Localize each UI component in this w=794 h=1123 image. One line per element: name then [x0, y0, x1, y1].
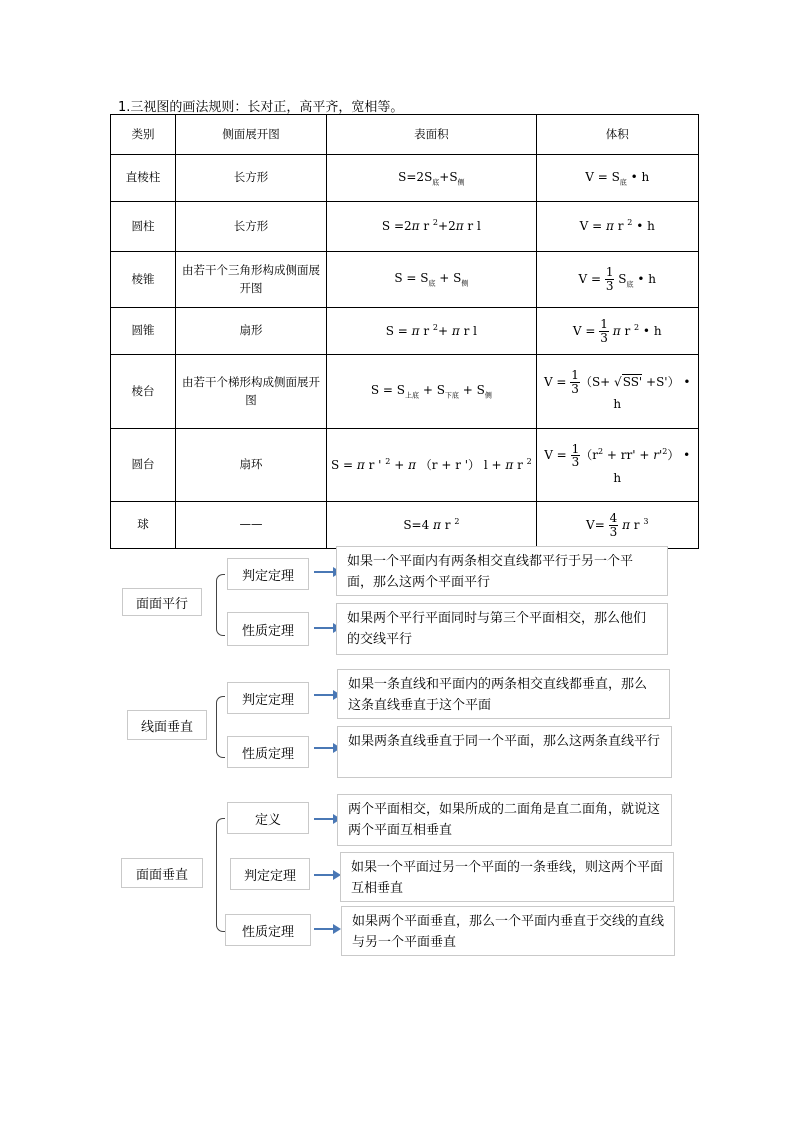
- row-lateral: 扇环: [176, 429, 327, 502]
- row-name: 直棱柱: [111, 155, 176, 202]
- formula-volume: $V = S_底$ • h: [536, 155, 698, 202]
- formula-volume: V = π r $^2$ • h: [536, 202, 698, 252]
- header-volume: 体积: [536, 115, 698, 155]
- row-name: 棱锥: [111, 252, 176, 308]
- table-row: [111, 355, 699, 429]
- table-row: [111, 155, 699, 202]
- brace: [216, 696, 225, 758]
- header-category: 类别: [111, 115, 176, 155]
- arrow-icon: [314, 747, 334, 749]
- row-name: 圆柱: [111, 202, 176, 252]
- concept-title: 面面平行: [122, 588, 202, 616]
- theorem-text: 如果两个平行平面同时与第三个平面相交，那么他们的交线平行: [336, 603, 668, 655]
- theorem-text: 如果两个平面垂直，那么一个平面内垂直于交线的直线与另一个平面垂直: [341, 906, 675, 956]
- row-name: 圆锥: [111, 308, 176, 355]
- theorem-label: 性质定理: [225, 914, 311, 946]
- theorem-label: 判定定理: [230, 858, 310, 890]
- header-surface-area: 表面积: [327, 115, 537, 155]
- arrow-icon: [314, 818, 334, 820]
- concept-title: 面面垂直: [121, 858, 203, 888]
- arrow-icon: [314, 694, 334, 696]
- solids-formula-table: [110, 114, 699, 549]
- formula-surface: S = π r ' $^2$ + π （r + r '） l + π r $^2$: [327, 429, 537, 502]
- arrow-icon: [314, 874, 334, 876]
- concept-title: 线面垂直: [127, 710, 207, 740]
- theorem-label: 判定定理: [227, 682, 309, 714]
- arrow-icon: [314, 928, 334, 930]
- table-header-row: [111, 115, 699, 155]
- theorem-label: 定义: [227, 802, 309, 834]
- theorem-text: 如果一个平面过另一个平面的一条垂线，则这两个平面互相垂直: [340, 852, 674, 902]
- theorem-label: 性质定理: [227, 736, 309, 768]
- brace: [216, 818, 225, 932]
- arrow-icon: [314, 571, 334, 573]
- formula-surface: $S = S_底 + S_侧$: [327, 252, 537, 308]
- theorem-text: 两个平面相交，如果所成的二面角是直二面角，就说这两个平面互相垂直: [337, 794, 672, 846]
- header-lateral: 侧面展开图: [176, 115, 327, 155]
- formula-volume: V = $\frac{1}{3}$ （S+ √SS' +S'） • h: [536, 355, 698, 429]
- formula-surface: S=4 π r $^2$: [327, 502, 537, 549]
- formula-volume: V = $\frac{1}{3}$ $S_底$ • h: [536, 252, 698, 308]
- formula-surface: $S=2S_底+S_侧$: [327, 155, 537, 202]
- arrow-icon: [314, 627, 334, 629]
- formula-surface: $S = S_{上底} + S_{下底} + S_侧$: [327, 355, 537, 429]
- table-row: [111, 202, 699, 252]
- formula-volume: V = $\frac{1}{3}$ π r $^2$ • h: [536, 308, 698, 355]
- formula-volume: V= $\frac{4}{3}$ π r $^3$: [536, 502, 698, 549]
- theorem-label: 性质定理: [227, 612, 309, 646]
- row-lateral: 扇形: [176, 308, 327, 355]
- intro-text: 1.三视图的画法规则：长对正，高平齐，宽相等。: [118, 100, 404, 115]
- theorem-text: 如果两条直线垂直于同一个平面，那么这两条直线平行: [337, 726, 672, 778]
- row-lateral: 由若干个梯形构成侧面展开图: [176, 355, 327, 429]
- formula-surface: S =2π r $^2$+2π r l: [327, 202, 537, 252]
- row-name: 棱台: [111, 355, 176, 429]
- table-row: [111, 308, 699, 355]
- row-lateral: ——: [176, 502, 327, 549]
- row-name: 圆台: [111, 429, 176, 502]
- row-lateral: 长方形: [176, 202, 327, 252]
- row-name: 球: [111, 502, 176, 549]
- formula-volume: V = $\frac{1}{3}$ $(r^2 + rr' + r'^2)$ • h: [536, 429, 698, 502]
- row-lateral: 长方形: [176, 155, 327, 202]
- formula-surface: S = π r $^2$+ π r l: [327, 308, 537, 355]
- theorem-label: 判定定理: [227, 558, 309, 590]
- table-row: [111, 252, 699, 308]
- row-lateral: 由若干个三角形构成侧面展开图: [176, 252, 327, 308]
- table-row: [111, 429, 699, 502]
- theorem-text: 如果一条直线和平面内的两条相交直线都垂直，那么这条直线垂直于这个平面: [337, 669, 670, 719]
- table-row: [111, 502, 699, 549]
- theorem-text: 如果一个平面内有两条相交直线都平行于另一个平面，那么这两个平面平行: [336, 546, 668, 596]
- brace: [216, 574, 225, 636]
